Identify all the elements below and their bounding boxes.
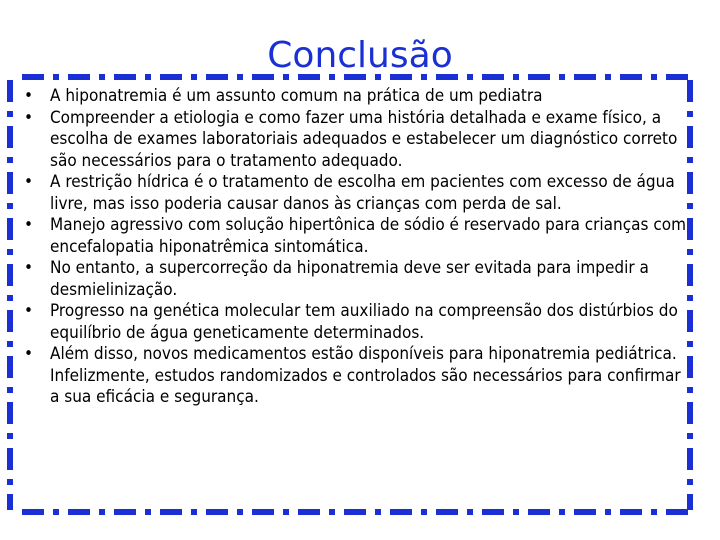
bullet-item <box>24 108 688 173</box>
bullet-text: Progresso na genética molecular tem auxiliado na compreensão dos distúrbios do equilíbrio de água geneticamente determinados. <box>50 301 678 343</box>
bullet-item <box>24 301 688 344</box>
bullet-item <box>24 258 688 301</box>
bullet-marker: • <box>24 258 34 278</box>
bullet-text: Compreender a etiologia e como fazer uma história detalhada e exame físico, a escolha de exames laboratoriais adequados e estabelecer um diagnóstico correto são necessários para o tratamento adequado. <box>50 107 678 171</box>
bullet-marker: • <box>24 107 34 128</box>
bullet-marker: • <box>24 301 34 321</box>
bullet-marker: • <box>24 172 34 192</box>
bullet-text: Manejo agressivo com solução hipertônica de sódio é reservado para crianças com encefalopatia hiponatrêmica sintomática. <box>50 215 687 257</box>
bullet-marker: • <box>24 344 34 364</box>
bullet-item <box>24 215 688 258</box>
bullet-marker: • <box>24 86 34 106</box>
bullet-text: A hiponatremia é um assunto comum na prática de um pediatra <box>50 86 543 106</box>
bullet-list <box>24 86 688 409</box>
bullet-item <box>24 172 688 215</box>
bullet-text: Além disso, novos medicamentos estão disponíveis para hiponatremia pediátrica. Infelizmente, estudos randomizados e controlados são necessários para confirmar a sua eficácia e segurança. <box>50 344 681 407</box>
bullet-item <box>24 344 688 409</box>
slide-title: Conclusão <box>267 35 453 76</box>
bullet-text: A restrição hídrica é o tratamento de escolha em pacientes com excesso de água livre, mas isso poderia causar danos às crianças com perda de sal. <box>50 172 675 214</box>
bullet-marker: • <box>24 215 34 235</box>
bullet-item <box>24 86 688 108</box>
bullet-text: No entanto, a supercorreção da hiponatremia deve ser evitada para impedir a desmielinização. <box>50 258 649 300</box>
